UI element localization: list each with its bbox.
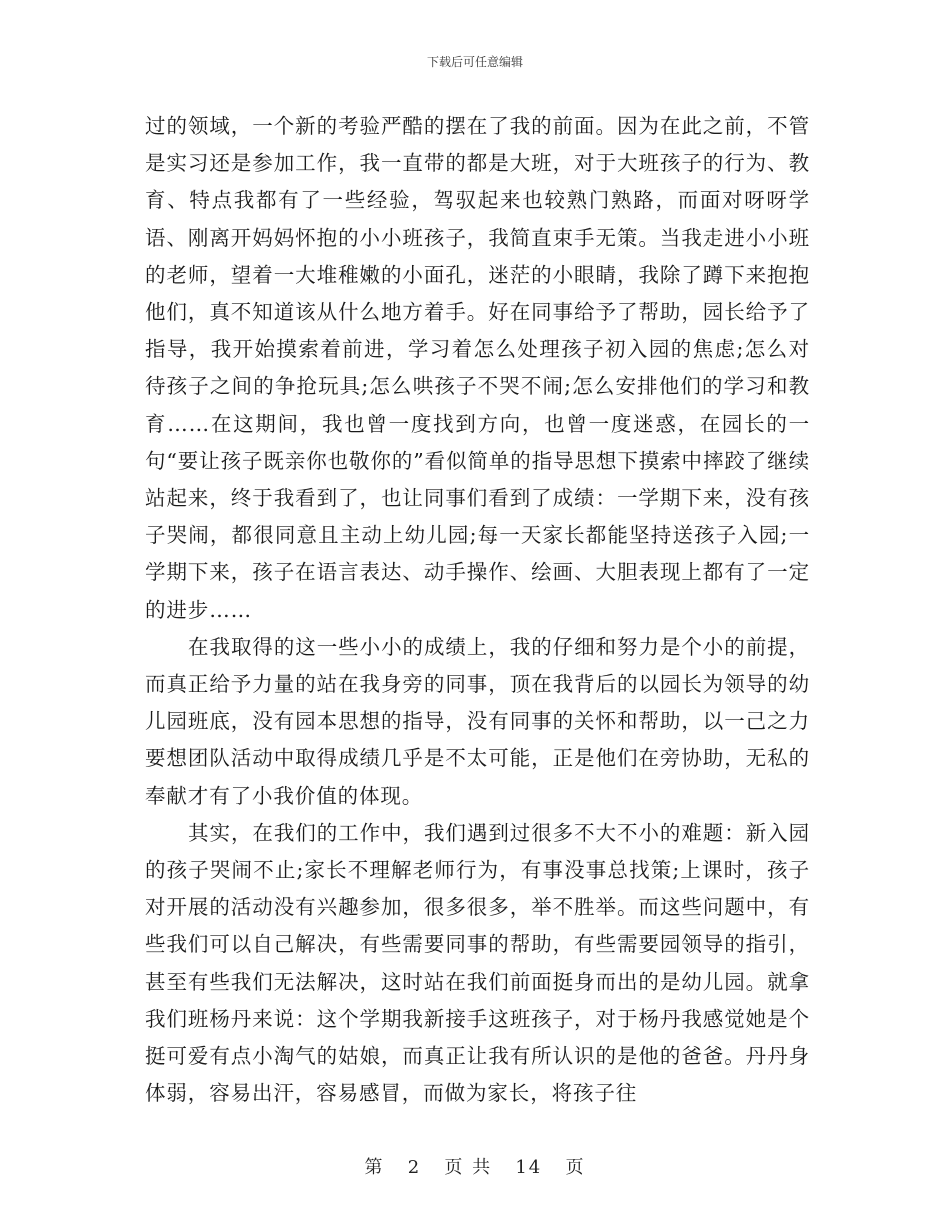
footer-middle: 页 共 [444,1157,493,1178]
paragraph-2: 在我取得的这一些小小的成绩上，我的仔细和努力是个小的前提，而真正给予力量的站在我身旁的同事，顶在我背后的以园长为领导的幼儿园班底，没有园本思想的指导，没有同事的关怀和帮助，以一己之力要想团队活动中取得成绩几乎是不太可能，正是他们在旁协助，无私的奉献才有了小我价值的体现。 [145,634,810,808]
header-text: 下载后可任意编辑 [426,55,523,69]
page-header [0,54,950,70]
footer-suffix: 页 [565,1157,586,1178]
paragraph-1: 过的领域，一个新的考验严酷的摆在了我的前面。因为在此之前，不管是实习还是参加工作，我一直带的都是大班，对于大班孩子的行为、教育、特点我都有了一些经验，驾驭起来也较熟门熟路，而面对呀呀学语、刚离开妈妈怀抱的小小班孩子，我简直束手无策。当我走进小小班的老师，望着一大堆稚嫩的小面孔，迷茫的小眼睛，我除了蹲下来抱抱他们，真不知道该从什么地方着手。好在同事给予了帮助，园长给予了指导，我开始摸索着前进，学习着怎么处理孩子初入园的焦虑;怎么对待孩子之间的争抢玩具;怎么哄孩子不哭不闹;怎么安排他们的学习和教育……在这期间，我也曾一度找到方向，也曾一度迷惑，在园长的一句“要让孩子既亲你也敬你的”看似简单的指导思想下摸索中摔跤了继续站起来，终于我看到了，也让同事们看到了成绩：一学期下来，没有孩子哭闹，都很同意且主动上幼儿园;每一天家长都能坚持送孩子入园;一学期下来，孩子在语言表达、动手操作、绘画、大胆表现上都有了一定的进步…… [145,114,810,622]
document-body [145,108,810,1112]
footer-prefix: 第 [364,1157,385,1178]
paragraph-3: 其实，在我们的工作中，我们遇到过很多不大不小的难题：新入园的孩子哭闹不止;家长不理解老师行为，有事没事总找策;上课时，孩子对开展的活动没有兴趣参加，很多很多，举不胜举。而这些问题中，有些我们可以自己解决，有些需要同事的帮助，有些需要园领导的指引，甚至有些我们无法解决，这时站在我们前面挺身而出的是幼儿园。就拿我们班杨丹来说：这个学期我新接手这班孩子，对于杨丹我感觉她是个挺可爱有点小淘气的姑娘，而真正让我有所认识的是他的爸爸。丹丹身体弱，容易出汗，容易感冒，而做为家长，将孩子往 [145,820,810,1106]
footer-current-page: 2 [407,1157,422,1178]
page-footer [0,1156,950,1180]
footer-total-pages: 14 [515,1157,543,1178]
